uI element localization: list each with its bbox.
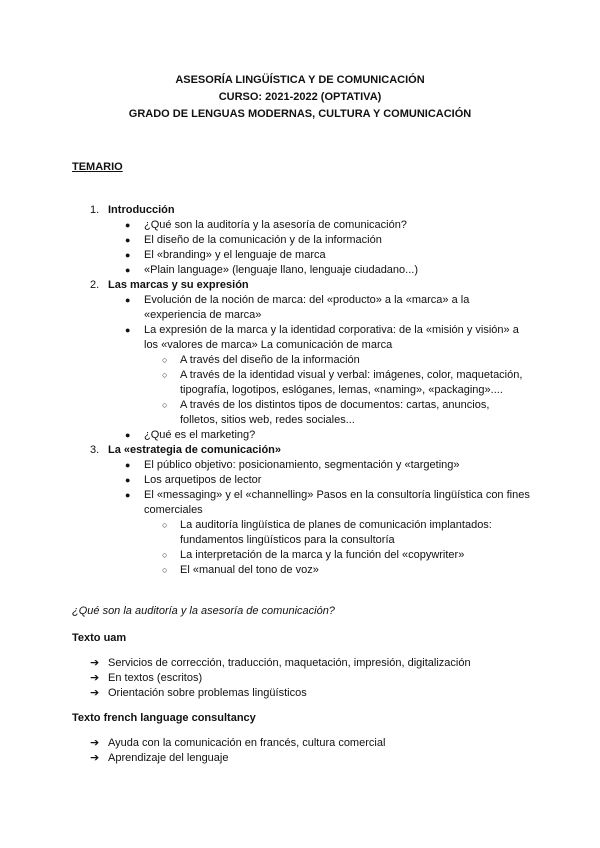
- topic-item: [108, 458, 600, 473]
- topic-text: El diseño de la comunicación y de la información: [144, 234, 382, 246]
- subtopic-text: A través de los distintos tipos de documentos: cartas, anuncios, folletos, sitios web, redes sociales...: [180, 399, 490, 426]
- topic-text: El «branding» y el lenguaje de marca: [144, 249, 326, 261]
- subtopic-list: [144, 353, 530, 428]
- topic-item: [108, 488, 600, 578]
- subtopic-text: La interpretación de la marca y la función del «copywriter»: [180, 549, 465, 561]
- subtopic-item: [144, 518, 530, 548]
- section-title: Las marcas y su expresión: [108, 279, 249, 291]
- syllabus-list: [0, 203, 600, 578]
- circle-bullet-icon: ○: [162, 370, 168, 380]
- course-year: CURSO: 2021-2022 (OPTATIVA): [218, 91, 382, 103]
- circle-bullet-icon: ○: [162, 550, 168, 560]
- arrow-icon: ➔: [90, 752, 100, 764]
- arrow-icon: ➔: [90, 737, 100, 749]
- bullet-icon: ●: [125, 295, 131, 305]
- arrow-item-text: Ayuda con la comunicación en francés, cultura comercial: [108, 737, 386, 749]
- topic-item: [108, 293, 600, 323]
- uam-list: [0, 656, 600, 701]
- arrow-item-text: Orientación sobre problemas lingüísticos: [108, 687, 307, 699]
- topic-item: [108, 428, 600, 443]
- topic-item: [108, 473, 600, 488]
- document-header: [0, 72, 600, 123]
- topic-text: El público objetivo: posicionamiento, segmentación y «targeting»: [144, 459, 460, 471]
- topic-item: [108, 323, 600, 428]
- degree-title: GRADO DE LENGUAS MODERNAS, CULTURA Y COMUNICACIÓN: [128, 108, 472, 120]
- topic-text: La expresión de la marca y la identidad corporativa: de la «misión y visión» a los «valores de marca» La comunicación de marca: [144, 324, 519, 351]
- subtopic-item: [144, 398, 530, 428]
- section-item: [0, 203, 600, 278]
- bullet-icon: ●: [125, 460, 131, 470]
- arrow-item: [0, 671, 600, 686]
- bullet-icon: ●: [125, 265, 131, 275]
- course-title: ASESORÍA LINGÜÍSTICA Y DE COMUNICACIÓN: [175, 74, 425, 86]
- bullet-icon: ●: [125, 490, 131, 500]
- subtopic-text: A través del diseño de la información: [180, 354, 360, 366]
- section-number: 1.: [90, 204, 100, 216]
- section-topics: [108, 218, 600, 278]
- topic-item: [108, 218, 600, 233]
- subtopic-text: El «manual del tono de voz»: [180, 564, 319, 576]
- section-title: Introducción: [108, 204, 175, 216]
- arrow-icon: ➔: [90, 687, 100, 699]
- bullet-icon: ●: [125, 430, 131, 440]
- subtopic-item: [144, 563, 530, 578]
- subtopic-item: [144, 368, 530, 398]
- circle-bullet-icon: ○: [162, 520, 168, 530]
- arrow-item: [0, 686, 600, 701]
- arrow-icon: ➔: [90, 657, 100, 669]
- subtopic-list: [144, 518, 530, 578]
- topic-item: [108, 248, 600, 263]
- section-number: 2.: [90, 279, 100, 291]
- circle-bullet-icon: ○: [162, 355, 168, 365]
- uam-heading: Texto uam: [72, 632, 127, 644]
- topic-item: [108, 233, 600, 248]
- arrow-item-text: Aprendizaje del lenguaje: [108, 752, 229, 764]
- temario-heading: TEMARIO: [72, 161, 123, 173]
- section-item: [0, 443, 600, 578]
- arrow-item: [0, 656, 600, 671]
- subtopic-item: [144, 353, 530, 368]
- bullet-icon: ●: [125, 250, 131, 260]
- bullet-icon: ●: [125, 475, 131, 485]
- question-heading: ¿Qué son la auditoría y la asesoría de comunicación?: [72, 605, 335, 617]
- circle-bullet-icon: ○: [162, 400, 168, 410]
- subtopic-text: A través de la identidad visual y verbal: imágenes, color, maquetación, tipografía, logotipos, eslóganes, lemas, «naming», «packaging»....: [180, 369, 523, 396]
- topic-text: ¿Qué son la auditoría y la asesoría de comunicación?: [144, 219, 407, 231]
- bullet-icon: ●: [125, 235, 131, 245]
- section-topics: [108, 458, 600, 578]
- french-list: [0, 736, 600, 766]
- arrow-item: [0, 751, 600, 766]
- subtopic-text: La auditoría lingüística de planes de comunicación implantados: fundamentos lingüísticos para la consultoría: [180, 519, 492, 546]
- topic-text: El «messaging» y el «channelling» Pasos en la consultoría lingüística con fines comerciales: [144, 489, 530, 516]
- french-heading: Texto french language consultancy: [72, 712, 256, 724]
- section-item: [0, 278, 600, 443]
- bullet-icon: ●: [125, 325, 131, 335]
- arrow-item-text: En textos (escritos): [108, 672, 203, 684]
- section-topics: [108, 293, 600, 443]
- topic-text: ¿Qué es el marketing?: [144, 429, 256, 441]
- section-number: 3.: [90, 444, 100, 456]
- circle-bullet-icon: ○: [162, 565, 168, 575]
- arrow-item-text: Servicios de corrección, traducción, maquetación, impresión, digitalización: [108, 657, 471, 669]
- topic-text: Evolución de la noción de marca: del «producto» a la «marca» a la «experiencia de marca»: [144, 294, 470, 321]
- arrow-icon: ➔: [90, 672, 100, 684]
- topic-text: «Plain language» (lenguaje llano, lenguaje ciudadano...): [144, 264, 418, 276]
- topic-item: [108, 263, 600, 278]
- section-title: La «estrategia de comunicación»: [108, 444, 282, 456]
- arrow-item: [0, 736, 600, 751]
- bullet-icon: ●: [125, 220, 131, 230]
- topic-text: Los arquetipos de lector: [144, 474, 262, 486]
- subtopic-item: [144, 548, 530, 563]
